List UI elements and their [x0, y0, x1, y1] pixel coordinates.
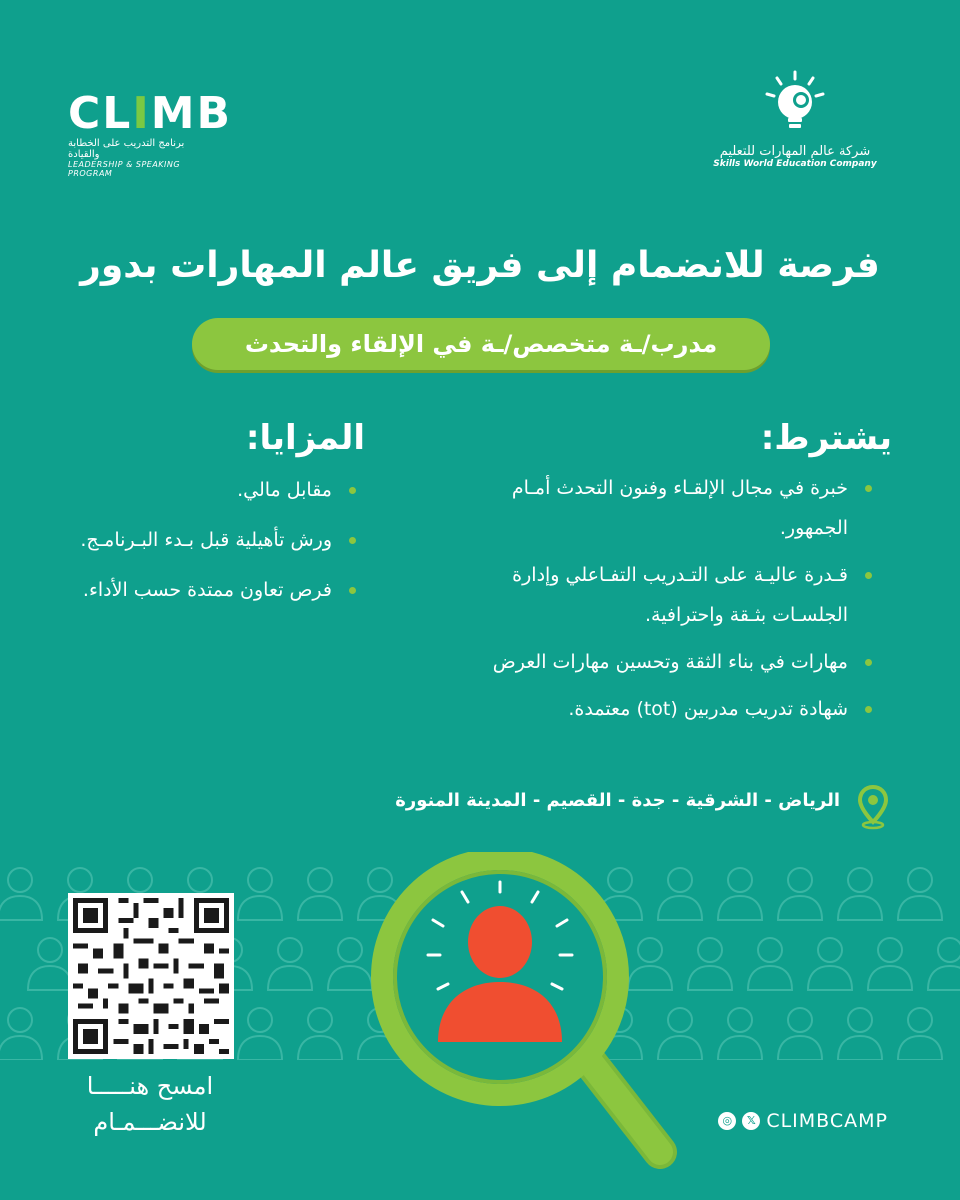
role-pill: مدرب/ـة متخصص/ـة في الإلقاء والتحدث [192, 318, 770, 370]
scan-line-1: امسح هنـــــا [86, 1072, 214, 1100]
company-name-en: Skills World Education Company [713, 159, 877, 169]
social-handle: CLIMBCAMP [766, 1110, 888, 1132]
requirement-item: قـدرة عاليـة على التـدريب التفـاعلي وإدارة الجلسـات بثـقة واحترافية. [448, 555, 878, 635]
location-text: الرياض - الشرقية - جدة - القصيم - المدينة المنورة [395, 790, 840, 811]
climb-logo [68, 88, 233, 178]
requirements-list [448, 468, 878, 736]
company-logo [705, 70, 885, 169]
magnifier-illustration [370, 852, 700, 1187]
climb-subtitle-ar: برنامج التدريب على الخطابة والقيادة [68, 138, 185, 160]
company-name-ar: شركة عالم المهارات للتعليم [719, 144, 871, 159]
scan-line-2: للانضـــمـام [93, 1108, 207, 1136]
benefits-list [42, 470, 362, 620]
climb-subtitle-en: LEADERSHIP & SPEAKING PROGRAM [68, 160, 181, 178]
location-pin-icon [856, 784, 890, 830]
social-handle-row [718, 1108, 888, 1134]
benefit-item: ورش تأهيلية قبل بـدء البـرنامـج. [42, 520, 362, 560]
benefit-item: مقابل مالي. [42, 470, 362, 510]
headline: فرصة للانضمام إلى فريق عالم المهارات بدور [80, 245, 880, 286]
instagram-icon[interactable]: ◎ [718, 1112, 736, 1130]
qr-code[interactable] [68, 893, 234, 1059]
x-icon[interactable]: 𝕏 [742, 1112, 760, 1130]
requirement-item: شهادة تدريب مدربين (tot) معتمدة. [448, 689, 878, 729]
requirement-item: خبرة في مجال الإلقـاء وفنون التحدث أمـام الجمهور. [448, 468, 878, 548]
benefit-item: فرص تعاون ممتدة حسب الأداء. [42, 570, 362, 610]
scan-instruction [60, 1068, 240, 1140]
requirement-item: مهارات في بناء الثقة وتحسين مهارات العرض [448, 642, 878, 682]
climb-wordmark: CLIMB [68, 88, 233, 139]
lightbulb-brain-icon [763, 70, 827, 134]
benefits-title: المزايا: [245, 418, 365, 458]
requirements-title: يشترط: [760, 418, 892, 458]
